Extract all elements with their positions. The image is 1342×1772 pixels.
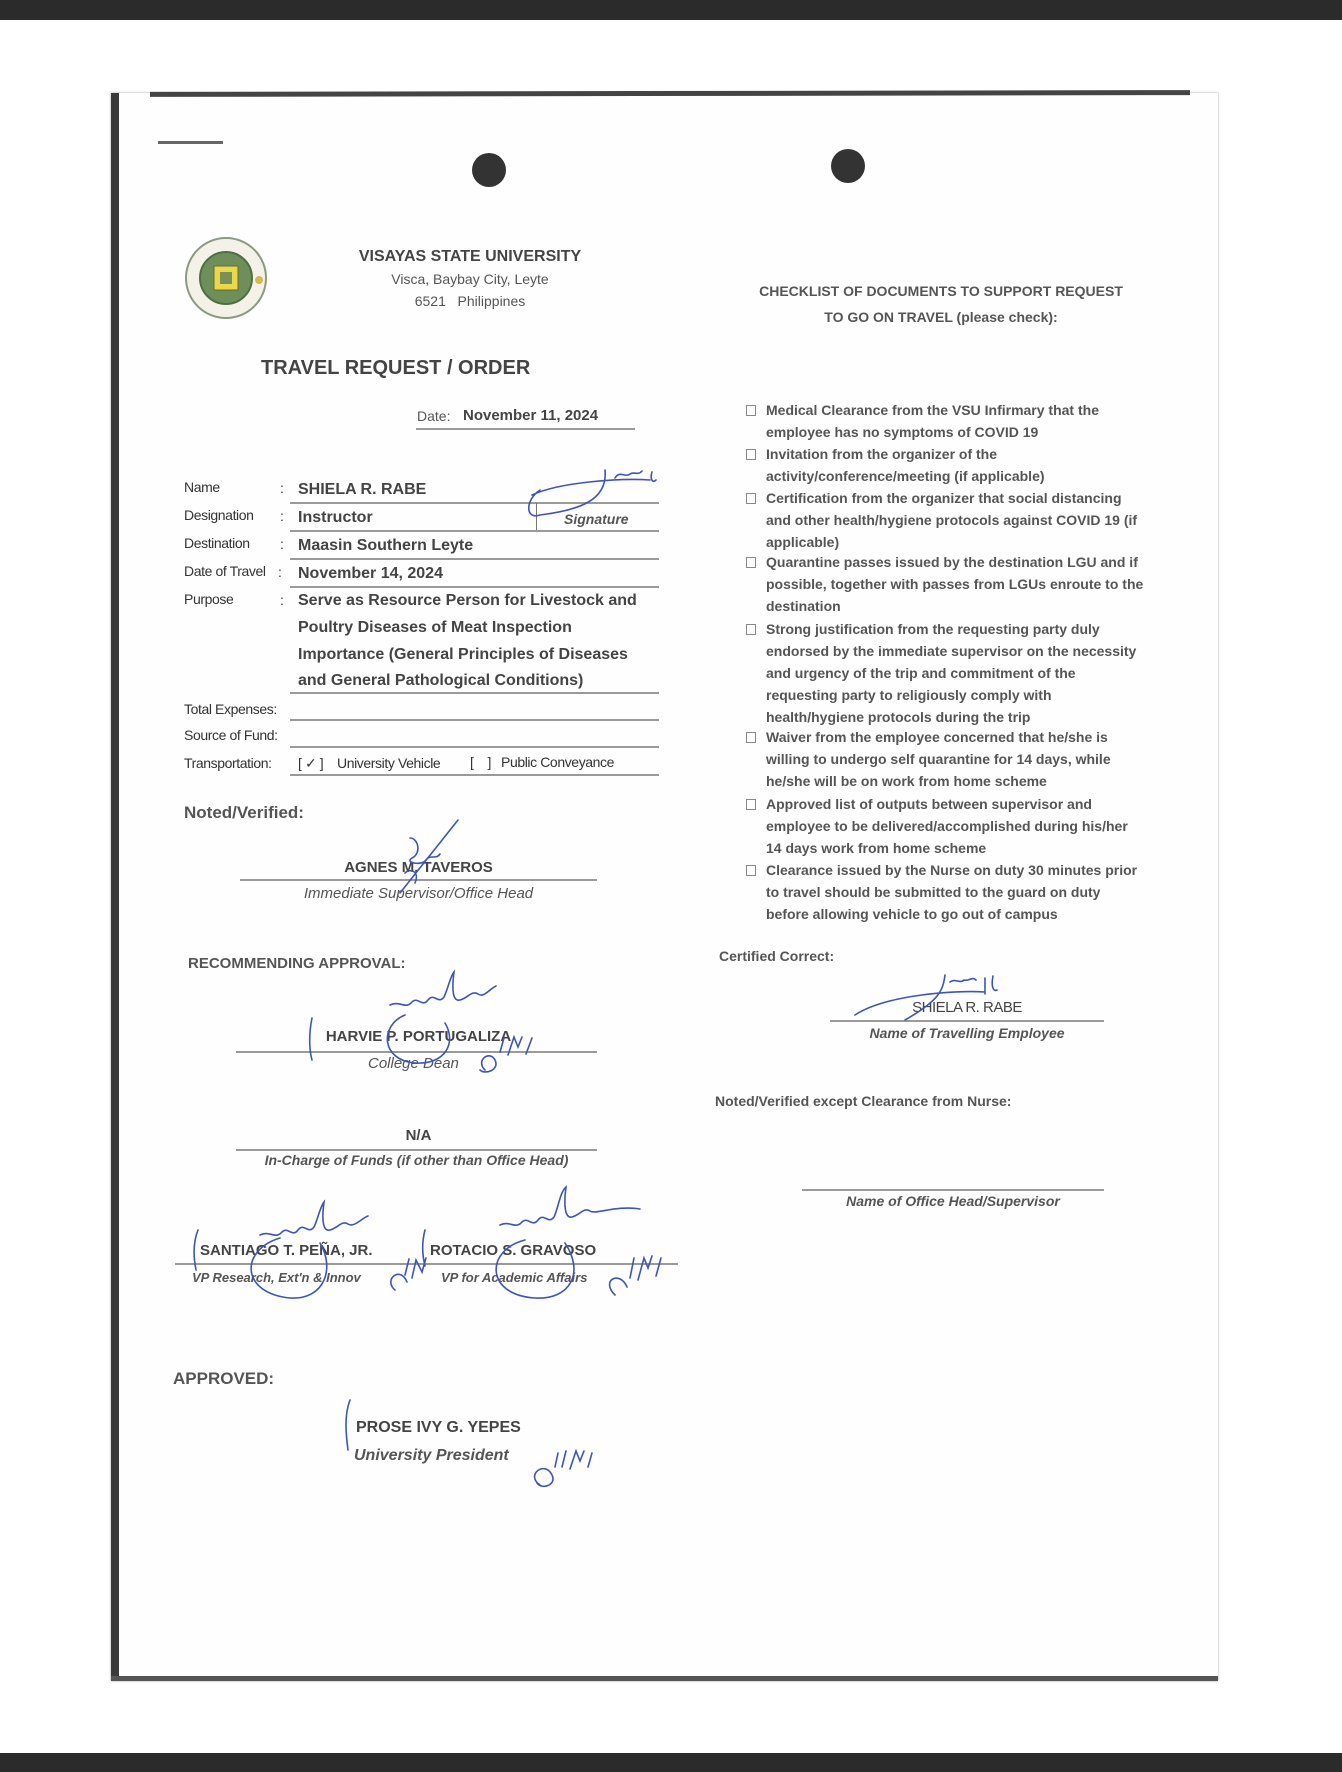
purpose-line: Serve as Resource Person for Livestock and (298, 592, 637, 609)
vp-academic-name: ROTACIO S. GRAVOSO (430, 1242, 597, 1259)
president-title: University President (354, 1447, 509, 1464)
purpose-label: Purpose (184, 591, 234, 607)
recommending-approval-heading: RECOMMENDING APPROVAL: (188, 955, 406, 972)
colon: : (280, 592, 284, 608)
page-edge-shadow (111, 93, 119, 1681)
designation-label: Designation (184, 507, 254, 523)
public-conveyance-label: Public Conveyance (501, 754, 615, 770)
university-vehicle-checkbox[interactable]: [ ✓ ] (298, 755, 324, 771)
handwritten-signature (380, 818, 470, 898)
checklist-item-text: Clearance issued by the Nurse on duty 30 minutes prior to travel should be submitted to the guard on duty before allowing vehicle to go out of campus (766, 862, 1138, 922)
public-conveyance-checkbox[interactable]: [ ] (470, 754, 491, 770)
field-underline (290, 774, 659, 776)
dean-title: College Dean (368, 1055, 459, 1072)
signature-line (802, 1189, 1104, 1191)
checklist-heading: CHECKLIST OF DOCUMENTS TO SUPPORT REQUEST (759, 283, 1123, 299)
checklist-item-text: Approved list of outputs between supervisor and employee to be delivered/accomplished during his/her 14 days work from home scheme (766, 796, 1128, 856)
supervisor-title: Immediate Supervisor/Office Head (303, 885, 534, 902)
handwritten-signature (300, 980, 580, 1080)
transportation-label: Transportation: (184, 755, 272, 771)
university-address: Visca, Baybay City, Leyte (391, 271, 549, 287)
checklist-heading-2: TO GO ON TRAVEL (please check): (824, 309, 1058, 325)
dean-name: HARVIE P. PORTUGALIZA (325, 1028, 512, 1045)
approved-heading: APPROVED: (173, 1369, 275, 1388)
funds-title: In-Charge of Funds (if other than Office Head) (264, 1152, 569, 1168)
colon: : (280, 508, 284, 524)
colon: : (278, 564, 282, 580)
field-underline (290, 558, 659, 560)
office-head-title: Name of Office Head/Supervisor (846, 1193, 1060, 1209)
checkbox[interactable] (746, 557, 756, 568)
page-edge-bottom (111, 1676, 1218, 1681)
field-underline (290, 719, 659, 721)
checkbox[interactable] (746, 732, 756, 743)
president-name: PROSE IVY G. YEPES (356, 1419, 521, 1436)
supervisor-name: AGNES M. TAVEROS (344, 859, 493, 876)
checkbox[interactable] (746, 799, 756, 810)
checkbox[interactable] (746, 493, 756, 504)
vp-research-title: VP Research, Ext'n & Innov (192, 1270, 361, 1285)
university-postal: 6521 Philippines (414, 293, 526, 309)
viewer-bottom-bar (0, 1753, 1342, 1772)
field-underline (290, 746, 659, 748)
purpose-line: Poultry Diseases of Meat Inspection (298, 619, 572, 636)
employee-title: Name of Travelling Employee (869, 1025, 1065, 1041)
checkbox[interactable] (746, 449, 756, 460)
checklist-item-text: Quarantine passes issued by the destination LGU and if possible, together with passes from LGUs enroute to the destination (766, 554, 1144, 614)
university-vehicle-label: University Vehicle (337, 755, 441, 771)
date-underline (416, 428, 635, 430)
form-title: TRAVEL REQUEST / ORDER (261, 357, 531, 379)
handwritten-signature (180, 1190, 440, 1300)
total-expenses-label: Total Expenses: (184, 701, 277, 717)
noted-verified-heading: Noted/Verified: (184, 803, 304, 822)
viewer-top-bar (0, 0, 1342, 20)
purpose-line: Importance (General Principles of Diseases (298, 646, 628, 663)
funds-name: N/A (405, 1127, 432, 1144)
designation-value: Instructor (298, 509, 373, 526)
destination-value: Maasin Southern Leyte (298, 537, 474, 554)
handwritten-signature (520, 460, 670, 530)
source-of-fund-label: Source of Fund: (184, 727, 278, 743)
signature-label: Signature (564, 511, 629, 527)
colon: : (280, 536, 284, 552)
checklist-item-text: Strong justification from the requesting party duly endorsed by the immediate supervisor on the necessity and urgency of the trip and commitment of the requesting party to religiously comply with health/hygiene protocols during the trip (766, 621, 1137, 725)
handwritten-signature (845, 970, 1015, 1040)
employee-name: SHIELA R. RABE (912, 999, 1022, 1016)
checklist-item-text: Medical Clearance from the VSU Infirmary that the employee has no symptoms of COVID 19 (766, 402, 1099, 440)
name-label: Name (184, 479, 220, 495)
pen-mark (158, 141, 223, 144)
colon: : (280, 480, 284, 496)
checkbox[interactable] (746, 405, 756, 416)
field-underline (290, 586, 659, 588)
signature-line (236, 1149, 597, 1151)
handwritten-signature (340, 1395, 600, 1495)
checklist-item-text: Waiver from the employee concerned that he/she is willing to undergo self quarantine for 14 days, while he/she will be on work from home scheme (766, 729, 1111, 789)
punch-hole (472, 153, 506, 187)
date-value: November 11, 2024 (463, 407, 599, 424)
checkbox[interactable] (746, 865, 756, 876)
date-of-travel-value: November 14, 2024 (298, 565, 443, 582)
checkbox[interactable] (746, 624, 756, 635)
vp-research-name: SANTIAGO T. PEÑA, JR. (200, 1242, 373, 1259)
vp-academic-title: VP for Academic Affairs (441, 1270, 588, 1285)
date-label: Date: (417, 408, 451, 424)
name-value: SHIELA R. RABE (298, 481, 427, 498)
handwritten-signature (420, 1190, 690, 1300)
university-seal-logo (184, 236, 268, 320)
certified-correct-heading: Certified Correct: (719, 948, 835, 964)
field-underline (290, 692, 659, 694)
punch-hole (831, 149, 865, 183)
date-of-travel-label: Date of Travel (184, 563, 266, 579)
noted-except-heading: Noted/Verified except Clearance from Nurse: (715, 1093, 1012, 1109)
field-underline (290, 530, 659, 532)
university-name: VISAYAS STATE UNIVERSITY (358, 248, 582, 265)
purpose-line: and General Pathological Conditions) (298, 672, 584, 689)
checklist-item-text: Invitation from the organizer of the activity/conference/meeting (if applicable) (766, 446, 1045, 484)
checklist-item-text: Certification from the organizer that social distancing and other health/hygiene protocols against COVID 19 (if applicable) (766, 490, 1138, 550)
destination-label: Destination (184, 535, 250, 551)
